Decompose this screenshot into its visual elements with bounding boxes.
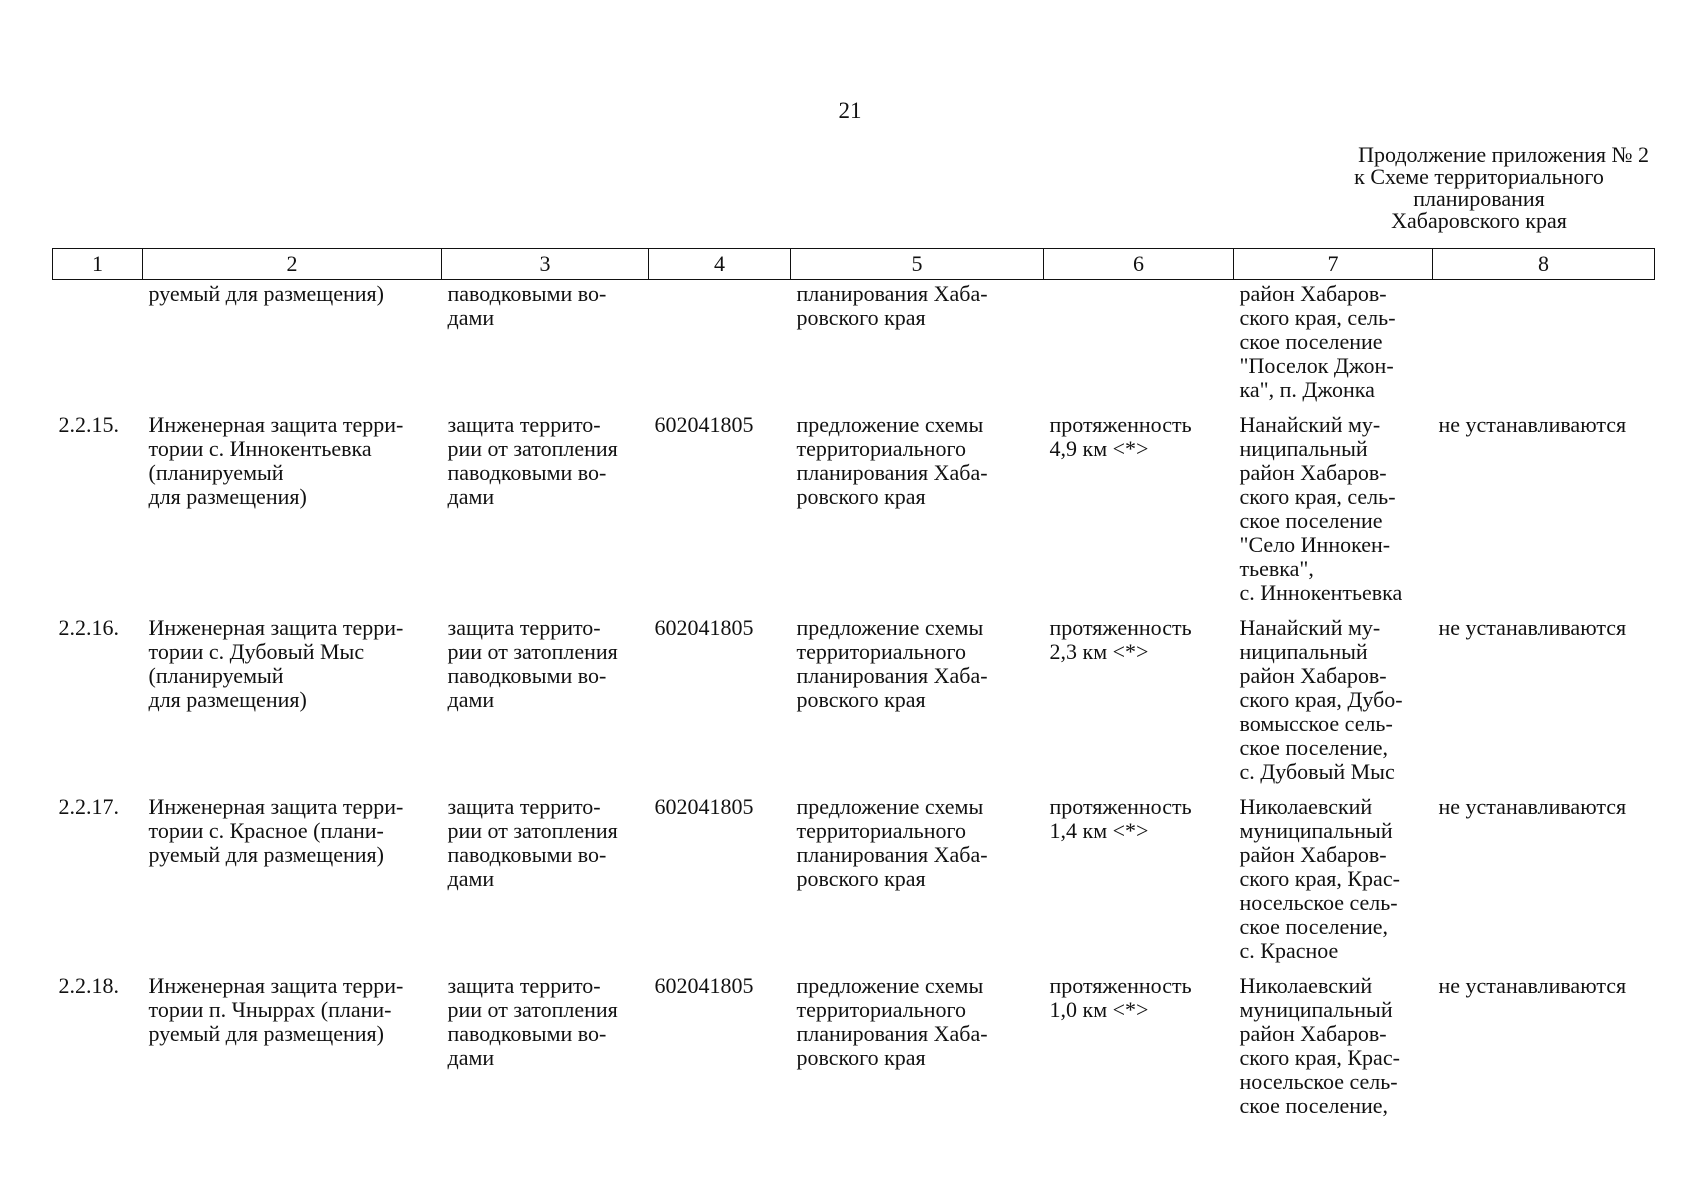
cell-location: Нанайский му- ниципальный район Хабаров- ского края, сель- ское поселение "Село Иннокен- тьевка", с. Иннокентьевка xyxy=(1239,412,1403,605)
cell-purpose: защита террито- рии от затопления паводковыми во- дами xyxy=(447,794,618,891)
cell-status: предложение схемы территориального планирования Хаба- ровского края xyxy=(796,615,988,712)
cell-purpose: защита террито- рии от затопления паводковыми во- дами xyxy=(447,973,618,1070)
cell-code: 602041805 xyxy=(654,412,754,437)
cell-status: предложение схемы территориального планирования Хаба- ровского края xyxy=(796,973,988,1070)
cell-object-name: Инженерная защита терри- тории с. Иннокентьевка (планируемый для размещения) xyxy=(148,412,404,509)
cell-characteristics xyxy=(1044,280,1234,414)
cell-object-name: Инженерная защита терри- тории с. Дубовый Мыс (планируемый для размещения) xyxy=(148,615,404,712)
cell-location: Нанайский му- ниципальный район Хабаров- ского края, Дубо- вомысское сель- ское поселение, с. Дубовый Мыс xyxy=(1239,615,1403,784)
cell-index: 2.2.17. xyxy=(58,794,119,819)
appendix-caption-line: Хабаровского края xyxy=(1391,208,1567,233)
cell-characteristics: протяженность 2,3 км <*> xyxy=(1049,615,1192,664)
column-header: 1 xyxy=(53,249,143,280)
cell-code: 602041805 xyxy=(654,973,754,998)
cell-characteristics: протяженность 4,9 км <*> xyxy=(1049,412,1192,461)
appendix-caption-line: к Схеме территориального xyxy=(1354,164,1604,189)
cell-code: 602041805 xyxy=(654,794,754,819)
cell-object-name: Инженерная защита терри- тории п. Чныррах (плани- руемый для размещения) xyxy=(148,973,404,1046)
cell-zones: не устанавливаются xyxy=(1438,615,1627,640)
table-row xyxy=(53,795,1655,974)
table-row-continuation xyxy=(53,280,1655,414)
table-row xyxy=(53,974,1655,1129)
table-row xyxy=(53,413,1655,616)
appendix-caption xyxy=(1309,144,1649,232)
column-header: 2 xyxy=(143,249,442,280)
appendix-caption-line: Продолжение приложения № 2 xyxy=(1358,142,1649,167)
column-header: 8 xyxy=(1433,249,1655,280)
column-header: 4 xyxy=(649,249,791,280)
cell-location: район Хабаров- ского края, сель- ское поселение "Поселок Джон- ка", п. Джонка xyxy=(1239,281,1396,402)
cell-index: 2.2.16. xyxy=(58,615,119,640)
cell-characteristics: протяженность 1,4 км <*> xyxy=(1049,794,1192,843)
cell-location: Николаевский муниципальный район Хабаров- ского края, Крас- носельское сель- ское поселение, с. Красное xyxy=(1239,794,1400,963)
appendix-caption-line: планирования xyxy=(1413,186,1545,211)
column-header: 6 xyxy=(1044,249,1234,280)
column-header: 3 xyxy=(442,249,649,280)
cell-status: предложение схемы территориального планирования Хаба- ровского края xyxy=(796,794,988,891)
cell-index xyxy=(53,280,143,414)
cell-zones: не устанавливаются xyxy=(1438,412,1627,437)
cell-code xyxy=(649,280,791,414)
cell-status: планирования Хаба- ровского края xyxy=(796,281,988,330)
cell-zones: не устанавливаются xyxy=(1438,794,1627,819)
cell-object-name: руемый для размещения) xyxy=(148,281,384,306)
cell-object-name: Инженерная защита терри- тории с. Красное (плани- руемый для размещения) xyxy=(148,794,404,867)
column-header: 7 xyxy=(1234,249,1433,280)
cell-purpose: паводковыми во- дами xyxy=(447,281,607,330)
page-number: 21 xyxy=(838,98,862,123)
cell-code: 602041805 xyxy=(654,615,754,640)
cell-zones: не устанавливаются xyxy=(1438,973,1627,998)
column-header: 5 xyxy=(791,249,1044,280)
cell-index: 2.2.15. xyxy=(58,412,119,437)
cell-characteristics: протяженность 1,0 км <*> xyxy=(1049,973,1192,1022)
cell-zones xyxy=(1433,280,1655,414)
cell-purpose: защита террито- рии от затопления паводковыми во- дами xyxy=(447,615,618,712)
cell-location: Николаевский муниципальный район Хабаров- ского края, Крас- носельское сель- ское поселение, xyxy=(1239,973,1400,1118)
cell-index: 2.2.18. xyxy=(58,973,119,998)
cell-purpose: защита террито- рии от затопления паводковыми во- дами xyxy=(447,412,618,509)
column-number-header xyxy=(53,249,1655,280)
objects-table xyxy=(52,248,1655,1129)
table-row xyxy=(53,616,1655,795)
cell-status: предложение схемы территориального планирования Хаба- ровского края xyxy=(796,412,988,509)
